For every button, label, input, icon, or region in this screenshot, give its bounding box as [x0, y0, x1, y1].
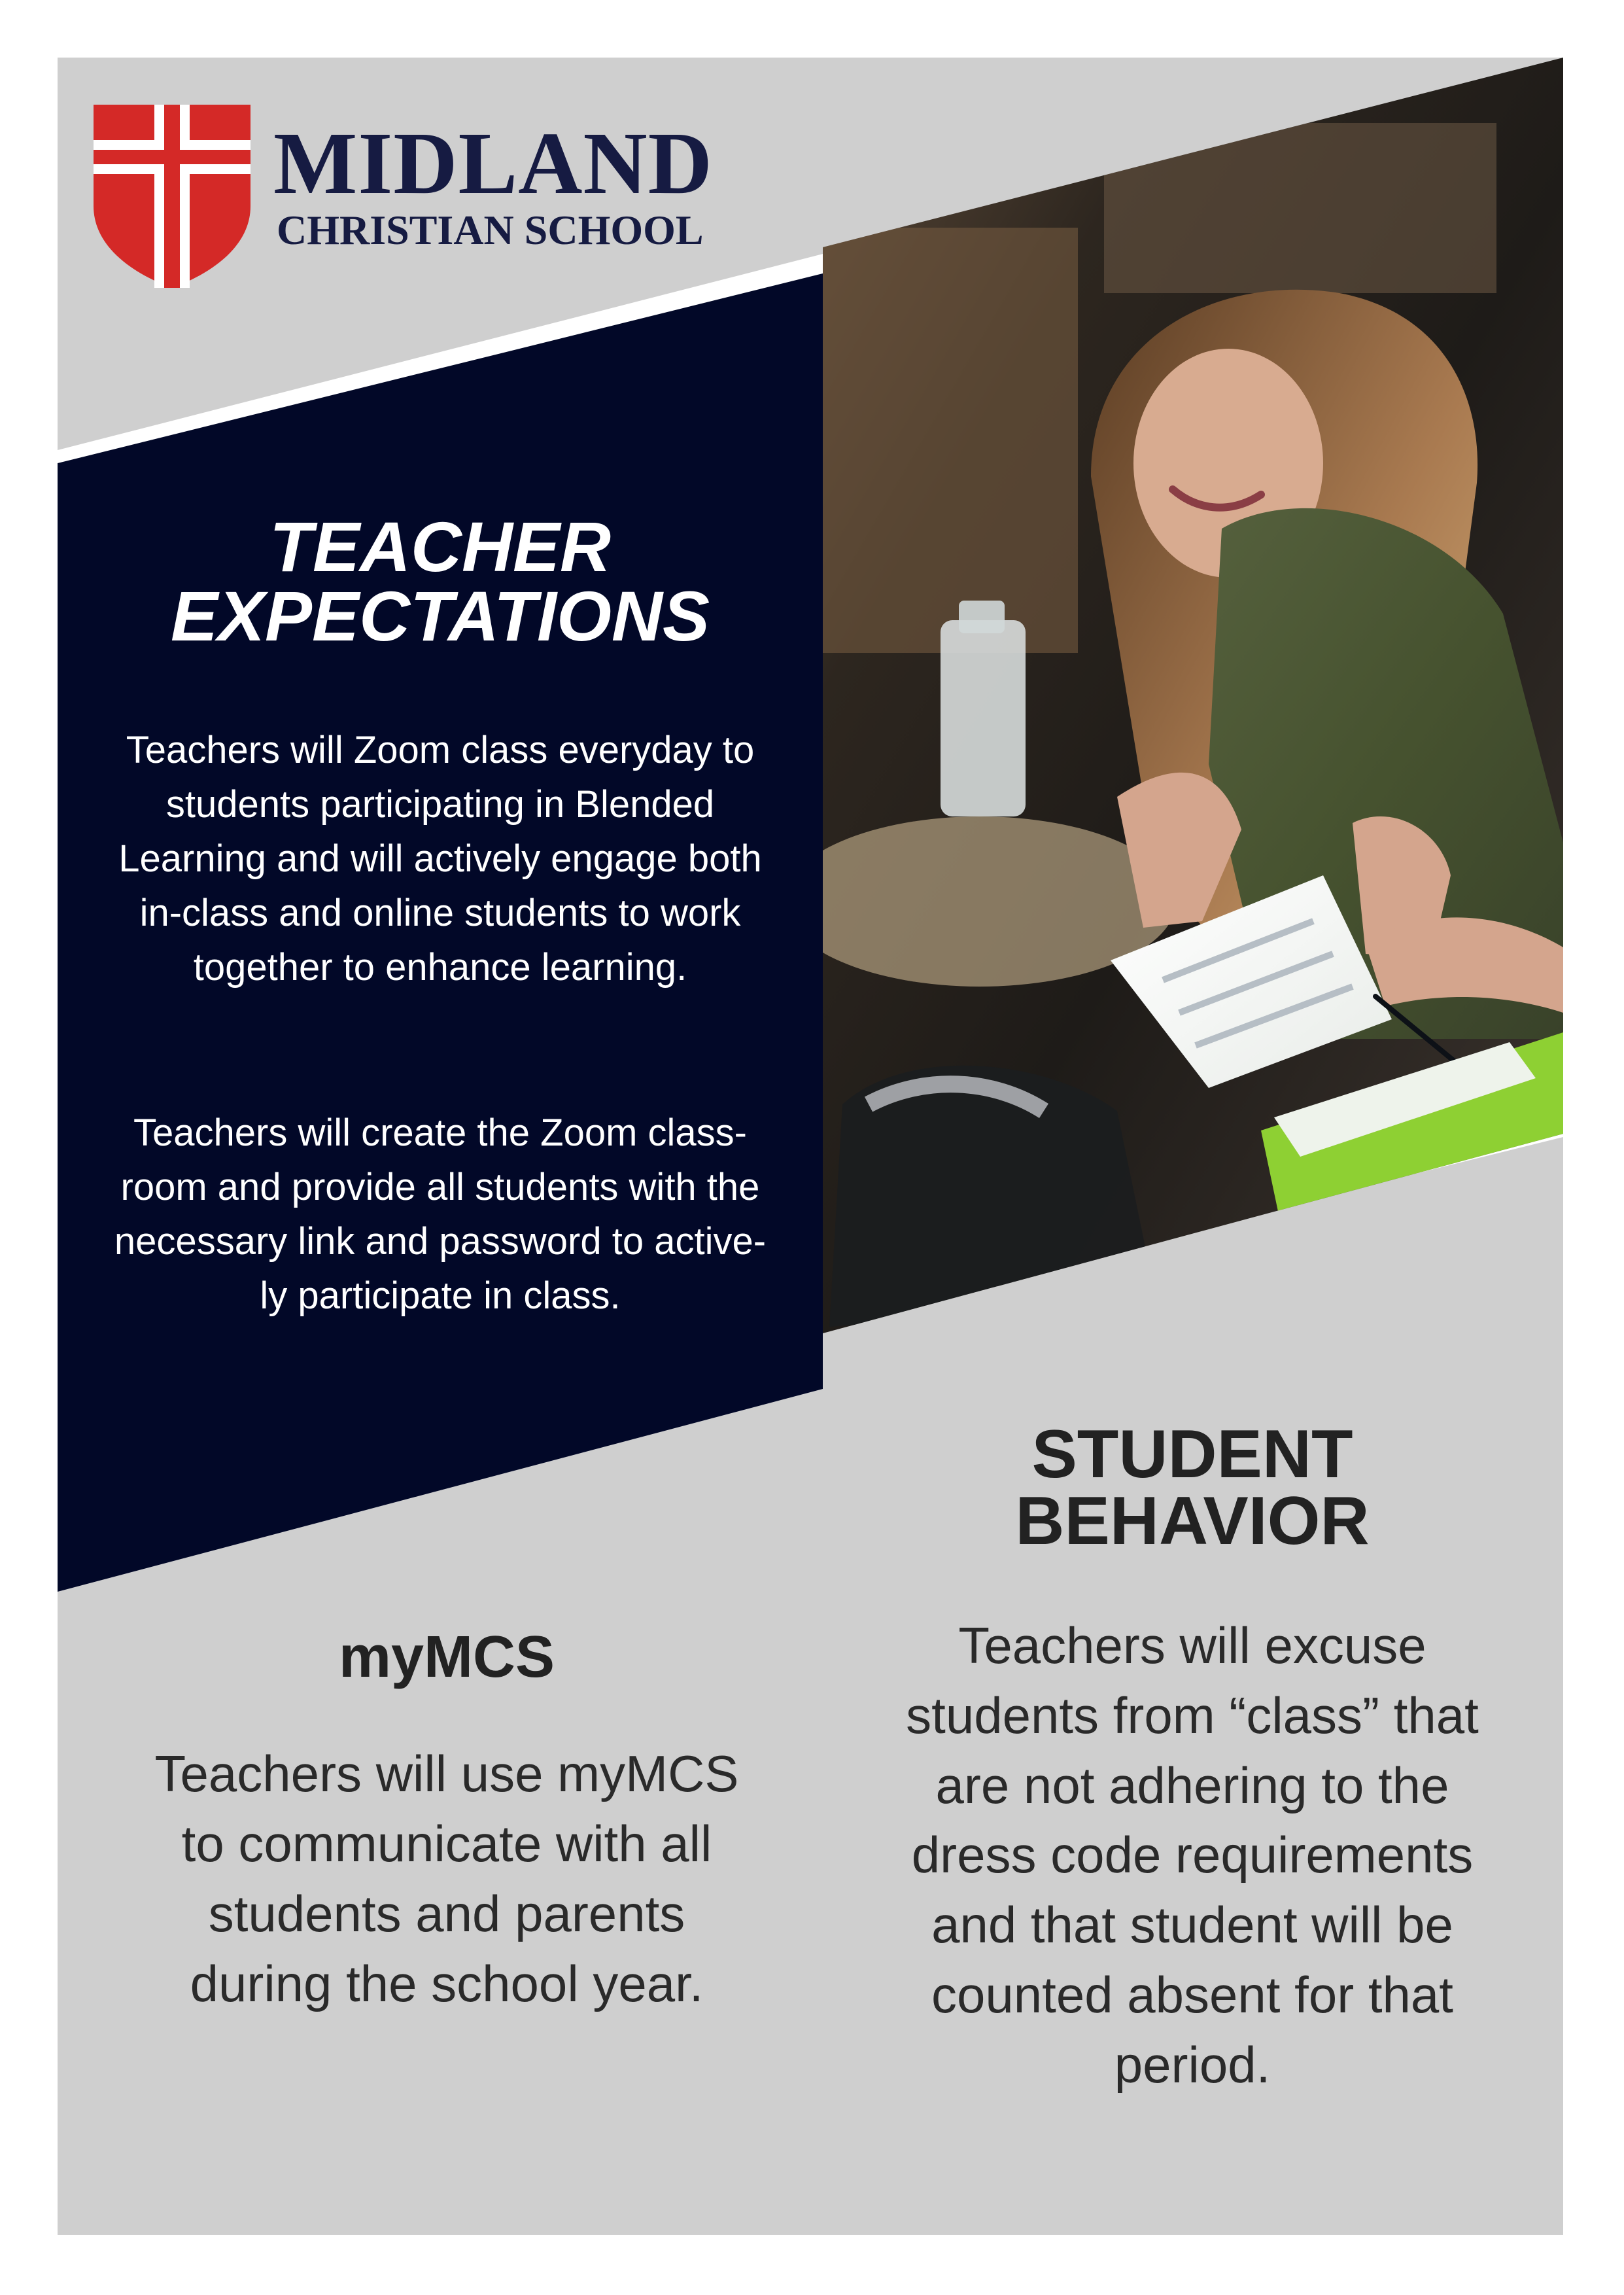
teacher-paragraph-2 — [80, 1106, 800, 1323]
student-copy-line-7: period. — [1114, 2035, 1271, 2094]
photo-doorway — [823, 228, 1078, 653]
school-subtitle: CHRISTIAN SCHOOL — [277, 207, 704, 253]
student-title-line-1: STUDENT — [1031, 1416, 1353, 1492]
mymcs-section — [103, 1624, 790, 2018]
teacher-paragraph-1-line-5: together to enhance learning. — [193, 945, 687, 989]
student-behavior-title — [865, 1416, 1519, 1559]
flyer-sheet — [58, 58, 1563, 2235]
mymcs-copy-line-4: during the school year. — [190, 1954, 704, 2012]
student-copy-line-5: and that student will be — [931, 1896, 1453, 1954]
shield-cross-icon — [94, 105, 251, 288]
mymcs-title: myMCS — [338, 1624, 555, 1690]
teacher-paragraph-1-line-4: in-class and online students to work — [139, 891, 741, 934]
school-logo — [94, 105, 813, 301]
classroom-photo — [784, 58, 1563, 1333]
teacher-paragraph-1-line-1: Teachers will Zoom class everyday to — [126, 729, 755, 771]
teacher-paragraph-2-line-3: necessary link and password to active- — [114, 1219, 767, 1263]
teacher-paragraph-1 — [80, 724, 800, 995]
student-copy-line-4: dress code requirements — [911, 1826, 1474, 1884]
mymcs-copy-line-3: students and parents — [208, 1884, 685, 1942]
student-copy-line-1: Teachers will excuse — [958, 1616, 1426, 1674]
student-copy-line-6: counted absent for that — [931, 1966, 1453, 2024]
school-name: MIDLAND — [273, 114, 713, 213]
student-title-line-2: BEHAVIOR — [1015, 1482, 1370, 1559]
teacher-expectations-heading — [110, 507, 770, 656]
student-behavior-section — [865, 1416, 1519, 2100]
photo-jug — [941, 620, 1026, 816]
teacher-title-line-1: TEACHER — [269, 507, 612, 586]
teacher-paragraph-2-line-4: ly participate in class. — [260, 1274, 621, 1317]
student-copy-line-2: students from “class” that — [906, 1686, 1479, 1744]
teacher-paragraph-1-line-2: students participating in Blended — [165, 782, 715, 826]
mymcs-copy-line-2: to communicate with all — [181, 1814, 712, 1872]
teacher-title-line-2: EXPECTATIONS — [170, 576, 710, 656]
teacher-paragraph-1-line-3: Learning and will actively engage both — [118, 837, 762, 880]
photo-jug-cap — [959, 601, 1005, 633]
student-copy-line-3: are not adhering to the — [935, 1756, 1449, 1814]
teacher-expectations-section — [58, 450, 823, 1431]
mymcs-copy-line-1: Teachers will use myMCS — [154, 1745, 739, 1802]
teacher-paragraph-2-line-1: Teachers will create the Zoom class- — [133, 1112, 747, 1154]
student-behavior-copy — [865, 1611, 1519, 2100]
teacher-paragraph-2-line-2: room and provide all students with the — [120, 1165, 760, 1208]
mymcs-copy — [103, 1739, 790, 2018]
